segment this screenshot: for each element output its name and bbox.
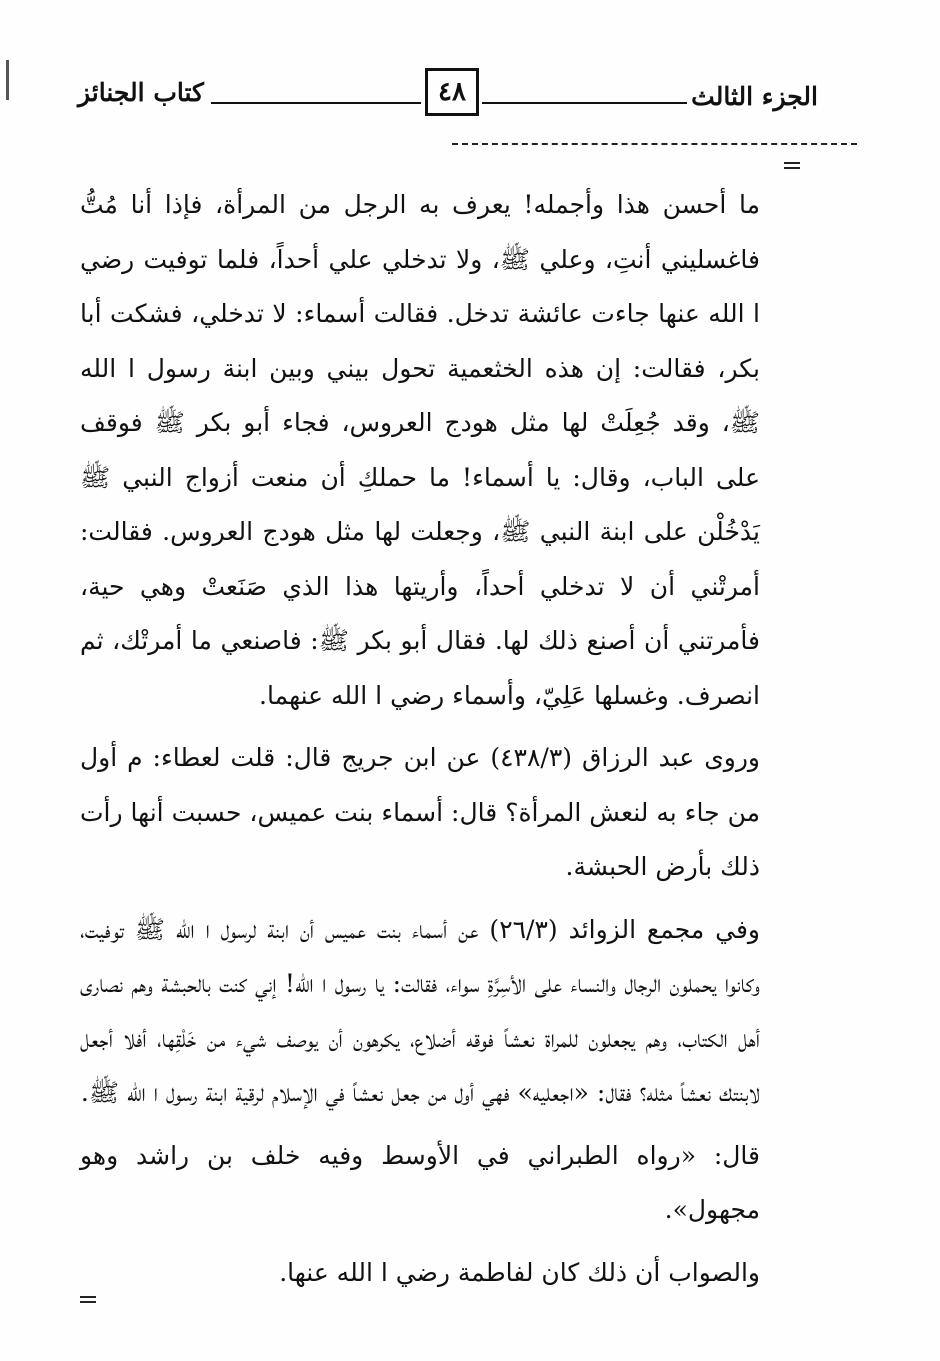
header-rule-right bbox=[482, 102, 687, 104]
running-header bbox=[78, 60, 818, 140]
volume-title: الجزء الثالث bbox=[691, 82, 818, 111]
section-marker-bottom bbox=[80, 1296, 96, 1303]
chapter-title: كتاب الجنائز bbox=[78, 78, 204, 107]
paragraph-tabarani: قال: «رواه الطبراني في الأوسط وفيه خلف بن راشد وهو مجهول». bbox=[80, 1140, 760, 1224]
header-rule-left bbox=[211, 102, 421, 104]
section-marker-top bbox=[784, 162, 800, 169]
paragraph-narration: ما أحسن هذا وأجمله! يعرف به الرجل من المرأة، فإذا أنا مُتُّ فاغسليني أنتِ، وعلي ﷺ، ولا تدخلي علي أحداً، فلما توفيت رضي ا الله عنها جاءت عائشة تدخل. فقالت أسماء: لا تدخلي، فشكت أبا بكر، فقالت: إن هذه الخثعمية تحول بيني وبين ابنة رسول ا الله ﷺ، وقد جُعِلَتْ لها مثل هودج العروس، فجاء أبو بكر ﷺ فوقف على الباب، وقال: يا أسماء! ما حملكِ أن منعت أزواج النبي ﷺ يَدْخُلْن على ابنة النبي ﷺ، وجعلت لها مثل هودج العروس. فقالت: أمرتْني أن لا تدخلي أحداً، وأريتها هذا الذي صَنَعتْ وهي حية، فأمرتني أن أصنع ذلك لها. فقال أبو بكر ﷺ: فاصنعي ما أمرتْك، ثم انصرف. وغسلها عَلِيّ، وأسماء رضي ا الله عنهما. bbox=[80, 190, 760, 710]
scan-edge-mark bbox=[6, 60, 9, 100]
page-number: ٤٨ bbox=[425, 68, 479, 116]
paragraph-conclusion: والصواب أن ذلك كان لفاطمة رضي ا الله عنها. bbox=[279, 1257, 760, 1287]
page-body bbox=[80, 178, 760, 1300]
header-dashed-rule bbox=[452, 143, 857, 145]
paragraph-abd-al-razzaq: وروى عبد الرزاق (٤٣٨/٣) عن ابن جريج قال: قلت لعطاء: م أول من جاء به لنعش المرأة؟ قال: أسماء بنت عميس، حسبت أنها رأت ذلك بأرض الحبشة. bbox=[80, 743, 760, 881]
paragraph-majma-al-zawaid: وفي مجمع الزوائد (٢٦/٣) عن أسماء بنت عميس أن ابنة لرسول ا الله ﷺ توفيت، وكانوا يحملون الرجال والنساء على الأسِرَّةِ سواء، فقالت: يا رسول ا الله! إني كنت بالحبشة وهم نصارى أهل الكتاب، وهم يجعلون للمراة نعشاً فوقه أضلاع، يكرهون أن يوصف شيء من خَلْقِها، أفلا أجعل لابنتك نعشاً مثله؟ فقال: «اجعليه» فهي أول من جعل نعشاً في الإسلام لرقية ابنة رسول ا الله ﷺ. bbox=[80, 914, 760, 1107]
